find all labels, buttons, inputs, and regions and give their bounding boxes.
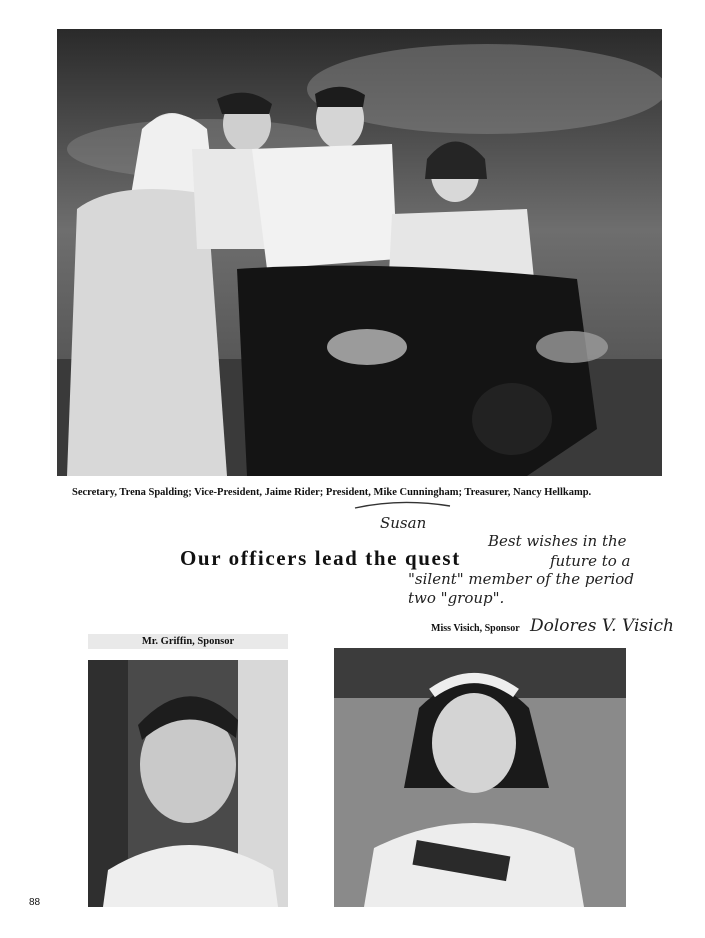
officers-group-photo — [57, 29, 662, 476]
headline: Our officers lead the quest — [180, 546, 461, 570]
inscription-line-2: Best wishes in the — [488, 532, 627, 550]
handwritten-inscription — [340, 496, 685, 641]
inscription-line-1: Susan — [380, 514, 427, 532]
visich-photo-art — [334, 648, 626, 907]
signature-flourish — [355, 502, 450, 508]
inscription-line-4: "silent" member of the period — [408, 570, 634, 588]
visich-caption: Miss Visich, Sponsor — [431, 623, 520, 634]
officers-caption: Secretary, Trena Spalding; Vice-President, Jaime Rider; President, Mike Cunningham; Treasurer, Nancy Hellkamp. — [72, 487, 592, 498]
visich-portrait-photo — [334, 648, 626, 907]
signature: Dolores V. Visich — [530, 616, 675, 636]
griffin-caption: Mr. Griffin, Sponsor — [88, 634, 288, 649]
inscription-line-3: future to a — [550, 552, 631, 570]
griffin-photo-art — [88, 660, 288, 907]
inscription-line-5: two "group". — [408, 589, 505, 607]
officers-photo-art — [57, 29, 662, 476]
page-number: 88 — [29, 897, 41, 908]
griffin-portrait-photo — [88, 660, 288, 907]
